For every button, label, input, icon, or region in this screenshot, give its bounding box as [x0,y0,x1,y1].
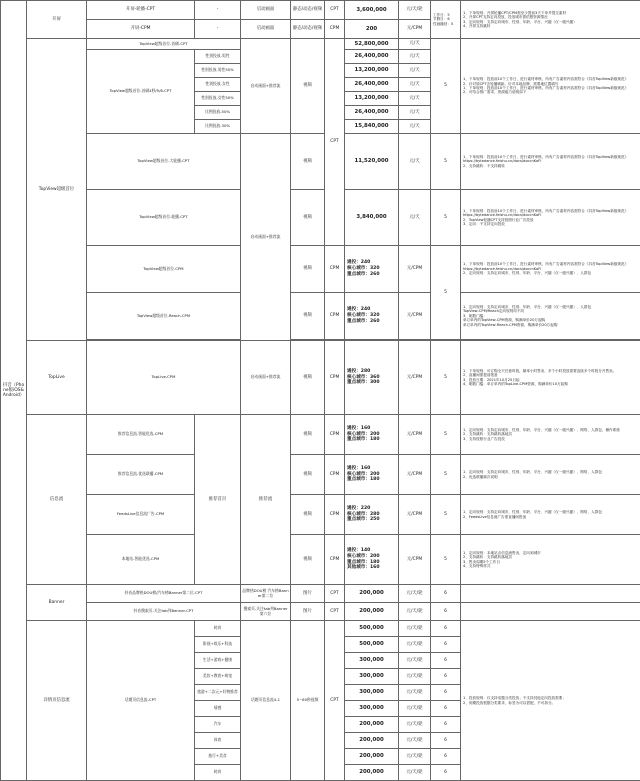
group-detail: 详情页信息流 [27,621,87,781]
tv-big-unit: 元/天 [399,134,431,190]
row-note: 1、下单规则：开屏轮播CPT/CPM需至少提前3天下单并提交素材 2、开屏CPT支持定向投放，投放城市需依照资源情况 3、定向规则：支持定向城市、性别、年龄、平台、兴趣（仅一级兴趣） 4、开屏支持跳转 [461,1,640,39]
tv-unit: 元/天 [399,39,431,50]
tv-opt: 性别投放-女性50% [195,92,241,106]
row-price: 3,600,000 [345,1,399,20]
banner-loc: 品牌热DOU榜 汽车榜Banner第二位 [241,585,291,603]
feed-unit: 元/CPM [399,535,431,585]
live-cta: 5 [431,341,461,415]
detail-note: 1、投放规则：仅支持话题分类投放；不支持其他定向投放需要； 2、到期投放根据分类要求，标签为可以搭配，不可拆分。 [461,621,640,781]
banner-name: 抖音品牌热DOU榜/汽车榜Banner第二位-CPT [87,585,241,603]
tv-opt: 比例投放-50% [195,106,241,120]
feed-cta: 5 [431,415,461,455]
detail-price: 500,000 [345,637,399,653]
feed-fmt: 视频 [291,455,325,495]
live-name: TopLive-CPM [87,341,241,415]
live-fmt: 视频 [291,341,325,415]
tv-big-name: TopView超级首位-大轮播-CPT [87,134,241,190]
tv-opt: 性别投放-女性 [195,78,241,92]
group-toplive: TopLive [27,341,87,415]
row-bill: CPT [325,1,345,20]
row-loc: 启动画面 [241,20,291,39]
feed-place: 推荐流 [241,415,291,585]
tv-cpm-note: 1、下单规则：投放前10个工作日，进行素材审核，所有广告素材内容需符合《抖音TopView新版规范》 https://bytedance.feishu.cn/docs/doccnKaFl 2、定向规则：支持定向城市、性别、年龄、平台、兴趣（仅一级兴趣）、人群包 [461,246,640,293]
group-topview: TopView超级首位 [27,39,87,341]
detail-cat: 影视+娱乐+科技 [195,637,241,653]
tv-lun-price: 3,840,000 [345,190,399,246]
live-note: 1、下单规则：可订购全天任意时段，频率小时售卖，多个小时投放需要连续多个时段分开售卖。 2、直播间需提前报备 3、投放日期：2021年10月25日起 4、刷数门槛：单订单内的TopLive-CPM资源，购满单价10万起购 [461,341,640,415]
detail-price: 300,000 [345,653,399,669]
detail-unit: 元/天/轮 [399,701,431,717]
feed-bill: CPM [325,455,345,495]
detail-price: 300,000 [345,701,399,717]
feed-cta: 5 [431,455,461,495]
feed-unit: 元/CPM [399,495,431,535]
tv-price: 26,400,000 [345,50,399,64]
tv-price: 13,200,000 [345,64,399,78]
tv-cta: 5 [431,39,461,134]
tv-cpm-name: TopView超级首位-CPM [87,246,241,293]
tv-unit: 元/天 [399,120,431,134]
detail-price: 200,000 [345,749,399,765]
detail-loc: 话题页信息流4-1 [241,621,291,781]
detail-cta: 6 [431,669,461,685]
feed-price: 通投：160 核心城市：200 重点城市：180 [345,455,399,495]
tv-loc2: 启动画面+推荐流 [241,134,291,341]
banner-cta: 6 [431,603,461,621]
tv-cta: 5 [431,190,461,246]
detail-cta: 6 [431,749,461,765]
row-loc: 启动画面 [241,1,291,20]
tv-head: TopView超级首位-首刷-CPT [87,39,241,50]
feed-name: 本地站-智能优选-CPM [87,535,195,585]
tv-lun-note: 1、下单规则：投放前10个工作日，进行素材审核，所有广告素材内容需符合《抖音TopView新版规范》 https://bytedance.feishu.cn/docs/doccnKaFl 2、TopView轮播CPT支持按照行业广告投放 3、定向：不支持定向投放 [461,190,640,246]
detail-cta: 6 [431,717,461,733]
detail-cta: 6 [431,701,461,717]
tv-cpm-bill: CPM [325,246,345,293]
detail-cat: 情感 [195,701,241,717]
tv-cpm-price: 通投：240 核心城市：320 重点城市：260 [345,246,399,293]
feed-unit: 元/CPM [399,455,431,495]
live-price: 通投：280 核心城市：360 重点城市：300 [345,341,399,415]
tv-price: 13,200,000 [345,92,399,106]
live-bill: CPM [325,341,345,415]
live-unit: 元/CPM [399,341,431,415]
banner-cta: 6 [431,585,461,603]
banner-unit: 元/天/轮 [399,585,431,603]
detail-cat: 汽车 [195,717,241,733]
tv-price: 15,840,000 [345,120,399,134]
row-price: 200 [345,20,399,39]
detail-cta: 6 [431,765,461,781]
detail-cta: 6 [431,637,461,653]
live-loc: 启动画面+推荐流 [241,341,291,415]
detail-price: 200,000 [345,717,399,733]
feed-price: 通投：220 核心城市：280 重点城市：250 [345,495,399,535]
tv-reach-name: TopView超级首位-Reach-CPM [87,293,241,340]
tv-loc: 启动画面+推荐流 [241,39,291,134]
row-unit: 元/CPM [399,20,431,39]
banner-bill: CPT [325,603,345,621]
detail-unit: 元/天/轮 [399,653,431,669]
tv-unit: 元/天 [399,92,431,106]
detail-cat: 旅行+美食 [195,749,241,765]
tv-opt: 性别投放-男性50% [195,64,241,78]
feed-loc: 推荐首页 [195,415,241,585]
row-fmt: 静态/动态/视频 [291,1,325,20]
detail-cta: 6 [431,621,461,637]
detail-price: 300,000 [345,685,399,701]
detail-unit: 元/天/轮 [399,685,431,701]
tv-fmt: 视频 [291,190,325,246]
detail-unit: 元/天/轮 [399,749,431,765]
tv-big-price: 11,520,000 [345,134,399,190]
tv-unit: 元/天 [399,78,431,92]
row-name: 开屏-CPM [87,20,195,39]
tv-unit: 元/天 [399,106,431,120]
tv-opt: 比例投放-30% [195,120,241,134]
detail-cta: 6 [431,685,461,701]
detail-price: 200,000 [345,765,399,781]
detail-cat: 时尚 [195,765,241,781]
tv-lun-unit: 元/天 [399,190,431,246]
tv-cta: 5 [431,246,461,340]
detail-price: 300,000 [345,669,399,685]
banner-fmt: 图片 [291,603,325,621]
tv-bill: CPT [325,39,345,246]
tv-unit: 元/天 [399,64,431,78]
feed-bill: CPM [325,535,345,585]
detail-unit: 元/天/轮 [399,717,431,733]
row-name: 开屏-轮播-CPT [87,1,195,20]
feed-cta: 5 [431,535,461,585]
tv-price: 52,800,000 [345,39,399,50]
feed-note: 1、定向规则：支持定向城市、性别、年龄、平台、兴趣（仅一级兴趣）、网络、人群包 2、优选联播频次说明 [461,455,640,495]
feed-fmt: 视频 [291,415,325,455]
detail-price: 200,000 [345,733,399,749]
feed-bill: CPM [325,415,345,455]
tv-reach-bill: CPM [325,293,345,340]
feed-fmt: 视频 [291,495,325,535]
feed-price: 通投：140 核心城市：200 重点城市：180 其他城市：160 [345,535,399,585]
feed-unit: 元/CPM [399,415,431,455]
row-dir: - [195,20,241,39]
detail-cat: 体育 [195,733,241,749]
tv-name: TopView超级首位-首刷4秒/5/6-CPT [87,50,195,134]
banner-bill: CPT [325,585,345,603]
group-banner: Banner [27,585,87,621]
tv-opt: 性别投放-男性 [195,50,241,64]
tv-cpm-unit: 元/CPM [399,246,431,293]
feed-cta: 5 [431,495,461,535]
row-fmt: 静态/动态/视频 [291,20,325,39]
row-cta: 工作日：5 节假日：6 性画播回：5 [431,1,461,39]
detail-unit: 元/天/轮 [399,733,431,749]
tv-fmt: 视频 [291,39,325,134]
row-unit: 元/天/轮 [399,1,431,20]
banner-note [461,603,640,621]
banner-fmt: 图片 [291,585,325,603]
detail-bill: CPT [325,621,345,781]
tv-note: 1、下单规则：投放前10个工作日，进行素材审核，所有广告素材内容需符合《抖音TopView新版规范》 2、针对原CPT含轮播刷新。针对本地品牌，需要地位置填写 1、下单规则：投放前10个工作日，进行素材审核，所有广告素材内容需符合《抖音TopView新版规范》 2、可结合推广需求，资源能力说明如下 [461,39,640,134]
detail-cat: 时尚 [195,621,241,637]
tv-reach-unit: 元/CPM [399,293,431,340]
feed-name: FeedsLive信息流广告-CPM [87,495,195,535]
detail-cat: 生活+游戏+健康 [195,653,241,669]
banner-loc: 搜索页-关注tab列Banner第六位 [241,603,291,621]
tv-price: 26,400,000 [345,106,399,120]
detail-cta: 6 [431,733,461,749]
detail-name: 话题页信息流-CPT [87,621,195,781]
row-bill: CPM [325,20,345,39]
tv-fmt: 视频 [291,246,325,293]
banner-name: 抖音搜索页-关注tab列Banner-CPT [87,603,241,621]
detail-unit: 元/天/轮 [399,669,431,685]
group-feed: 信息流 [27,415,87,585]
detail-unit: 元/天/轮 [399,621,431,637]
group-kaiping: 开屏 [27,1,87,39]
tv-fmt: 视频 [291,134,325,190]
detail-cat: 美妆+教育+萌宠 [195,669,241,685]
detail-unit: 元/天/轮 [399,765,431,781]
feed-name: 推荐信息流-优选联播-CPM [87,455,195,495]
feed-price: 通投：160 核心城市：200 重点城市：180 [345,415,399,455]
feed-name: 推荐信息流-智能优选-CPM [87,415,195,455]
tv-lun-name: TopView超级首位-轮播-CPT [87,190,241,246]
detail-cta: 6 [431,653,461,669]
tv-unit: 元/天 [399,50,431,64]
platform-label: 抖音（Phone版iOS&Android） [1,1,27,781]
banner-note [461,585,640,603]
tv-reach-note: 1、定向规则：支持定向城市、性别、年龄、平台、兴趣（仅一级兴趣）、人群包 TopView-CPM/Reach定向规则均不同 3、刷数门槛： 单订单内的TopView-CPM资源，购满单价20万起购 单订单内的TopView-Reach-CPM资源，购满单价20万起购 [461,293,640,340]
tv-big-note: 1、下单规则：投放前10个工作日，进行素材审核，所有广告素材内容需符合《抖音TopView新版规范》 https://bytedance.feishu.cn/docs/doccnKaFl 2、支持跳转：不支持跳转 [461,134,640,190]
tv-cta: 5 [431,134,461,190]
tv-reach-price: 通投：240 核心城市：320 重点城市：260 [345,293,399,340]
detail-unit: 元/天/轮 [399,637,431,653]
feed-bill: CPM [325,495,345,535]
feed-fmt: 视频 [291,535,325,585]
banner-unit: 元/天/轮 [399,603,431,621]
banner-price: 200,000 [345,585,399,603]
feed-note: 1、定向规则：本地站点信息流售卖，定向到城市 2、支持跳转：支持跳转落地页 3、售卖周期5个工作日 4、支持特殊样式 [461,535,640,585]
detail-price: 500,000 [345,621,399,637]
feed-note: 1、定向规则：支持定向城市、性别、年龄、平台、兴趣（仅一级兴趣）、网络、人群包 2、FeedsLive信息流广告需直播间报备 [461,495,640,535]
feed-note: 1、定向规则：支持定向城市、性别、年龄、平台、兴趣（仅一级兴趣）、网络、人群包、操作系统 2、支持跳转：支持跳转落地页 3、支持按照行业广告投放 [461,415,640,455]
detail-fmt: 5~60秒视频 [291,621,325,781]
row-dir: - [195,1,241,20]
tv-fmt: 视频 [291,293,325,340]
banner-price: 200,000 [345,603,399,621]
tv-price: 26,400,000 [345,78,399,92]
detail-cat: 旅游+二次元+好物推荐 [195,685,241,701]
